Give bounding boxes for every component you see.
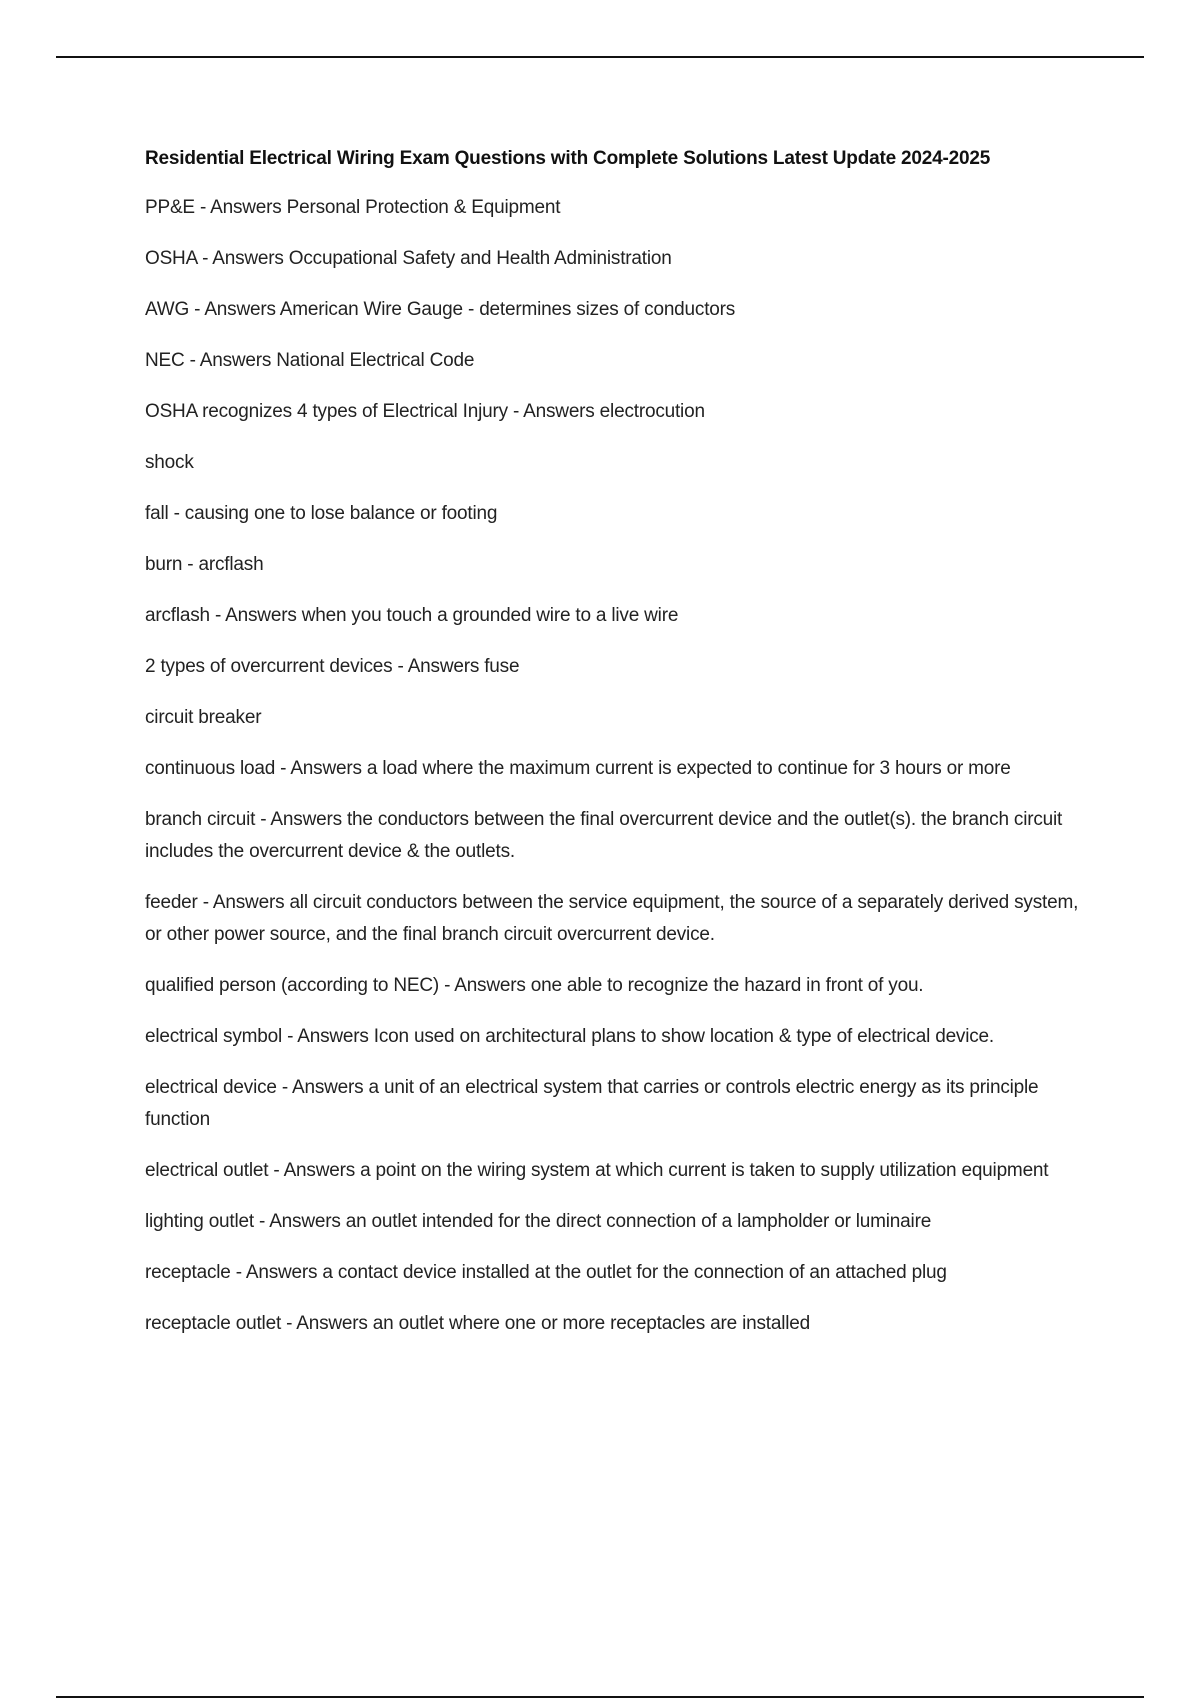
paragraph: OSHA - Answers Occupational Safety and Health Administration [145, 248, 672, 269]
paragraph: branch circuit - Answers the conductors between the final overcurrent device and the outlet(s). the branch circuit includes the overcurrent device & the outlets. [145, 809, 1063, 862]
paragraph: circuit breaker [145, 707, 262, 728]
paragraph: continuous load - Answers a load where the maximum current is expected to continue for 3 hours or more [145, 758, 1011, 779]
paragraph: qualified person (according to NEC) - Answers one able to recognize the hazard in front of you. [145, 975, 924, 996]
paragraph: fall - causing one to lose balance or footing [145, 503, 498, 524]
bottom-divider [56, 1696, 1144, 1698]
paragraph: receptacle - Answers a contact device installed at the outlet for the connection of an attached plug [145, 1262, 947, 1283]
paragraph: shock [145, 452, 194, 473]
paragraph: arcflash - Answers when you touch a grounded wire to a live wire [145, 605, 679, 626]
paragraph: receptacle outlet - Answers an outlet where one or more receptacles are installed [145, 1313, 810, 1334]
paragraph: electrical outlet - Answers a point on the wiring system at which current is taken to supply utilization equipment [145, 1160, 1049, 1181]
paragraph: burn - arcflash [145, 554, 264, 575]
paragraph: OSHA recognizes 4 types of Electrical Injury - Answers electrocution [145, 401, 705, 422]
document-body [145, 146, 1085, 1359]
top-divider [56, 56, 1144, 58]
paragraph: NEC - Answers National Electrical Code [145, 350, 475, 371]
paragraph: 2 types of overcurrent devices - Answers fuse [145, 656, 520, 677]
document-title: Residential Electrical Wiring Exam Questions with Complete Solutions Latest Update 2024-2025 [145, 148, 991, 169]
paragraph: AWG - Answers American Wire Gauge - determines sizes of conductors [145, 299, 736, 320]
paragraph: lighting outlet - Answers an outlet intended for the direct connection of a lampholder or luminaire [145, 1211, 932, 1232]
paragraph: PP&E - Answers Personal Protection & Equipment [145, 197, 561, 218]
paragraph: electrical symbol - Answers Icon used on architectural plans to show location & type of electrical device. [145, 1026, 994, 1047]
paragraph: electrical device - Answers a unit of an electrical system that carries or controls electric energy as its principle function [145, 1077, 1039, 1130]
paragraph: feeder - Answers all circuit conductors between the service equipment, the source of a separately derived system, or other power source, and the final branch circuit overcurrent device. [145, 892, 1079, 945]
